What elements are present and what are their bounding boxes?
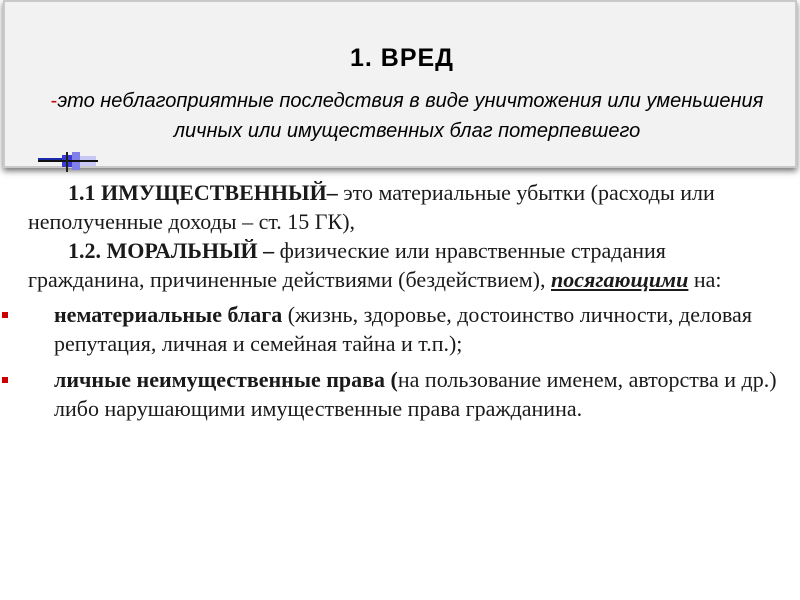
- bullet-icon: [2, 312, 8, 318]
- moral-harm-emphasis: посягающими: [550, 267, 689, 292]
- body-content: [28, 178, 783, 430]
- property-harm-heading: 1.1 ИМУЩЕСТВЕННЫЙ–: [68, 180, 338, 205]
- list-item-text: на пользование именем, авторства и др.) либо нарушающими имущественные права гражданина.: [54, 367, 777, 421]
- list-item: [0, 365, 783, 423]
- decorative-bar-icon: [38, 152, 98, 172]
- list-item-text: (жизнь, здоровье, достоинство личности, деловая репутация, личная и семейная тайна и т.п.);: [54, 302, 752, 356]
- moral-harm-tail: на:: [688, 267, 722, 292]
- property-harm-text: это материальные убытки (расходы или неполученные доходы – ст. 15 ГК),: [28, 180, 715, 234]
- subtitle-text: это неблагоприятные последствия в виде уничтожения или уменьшения личных или имущественных благ потерпевшего: [57, 90, 764, 142]
- list-item-bold: личные неимущественные права (: [54, 367, 398, 392]
- title-box: [3, 0, 797, 168]
- subtitle-dash: -: [50, 90, 58, 112]
- paragraph-moral-harm: [28, 236, 783, 294]
- slide-title: 1. ВРЕД: [349, 44, 454, 72]
- list-item-bold: нематериальные блага: [54, 302, 283, 327]
- paragraph-property-harm: [28, 178, 783, 236]
- slide-subtitle: [27, 86, 787, 146]
- bullet-list: [0, 300, 783, 423]
- moral-harm-text: физические или нравственные страдания гражданина, причиненные действиями (бездействием),: [28, 238, 666, 292]
- bullet-icon: [2, 377, 8, 383]
- list-item: [0, 300, 783, 358]
- moral-harm-heading: 1.2. МОРАЛЬНЫЙ –: [68, 238, 275, 263]
